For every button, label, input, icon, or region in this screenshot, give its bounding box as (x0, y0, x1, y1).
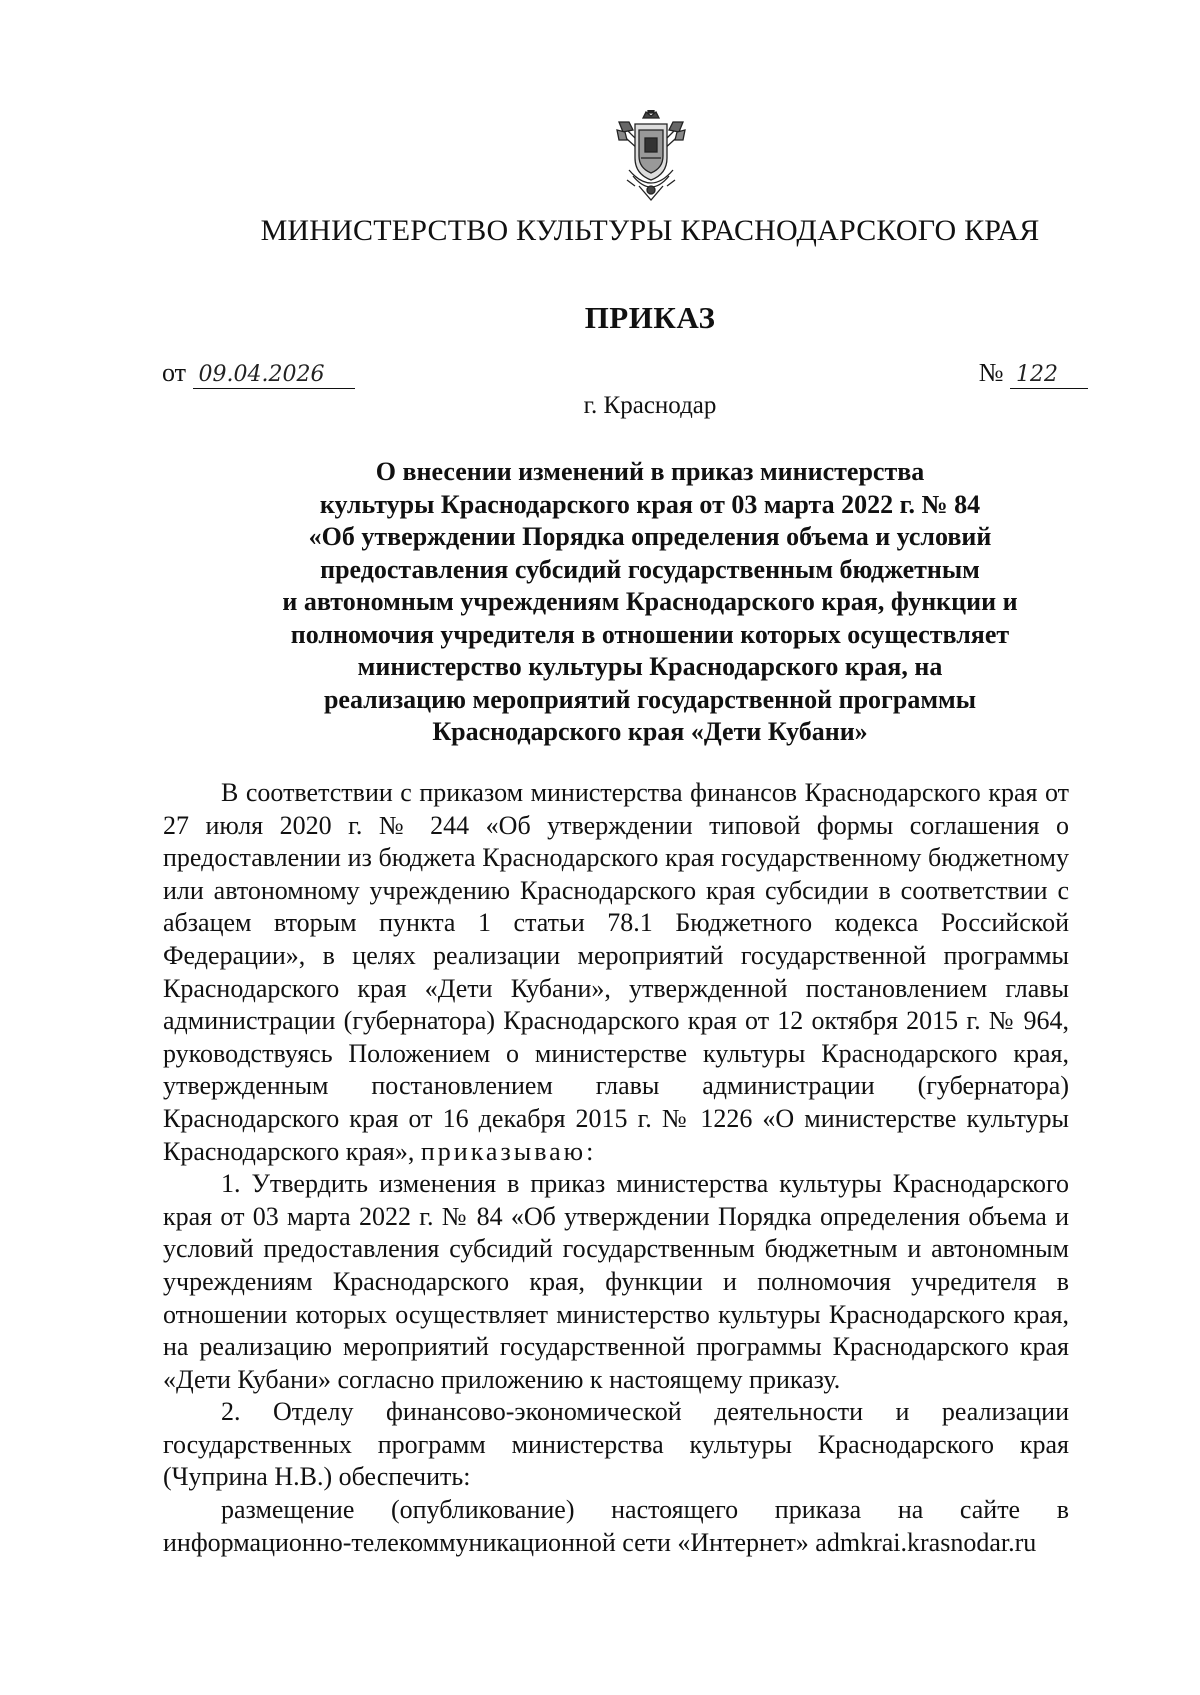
document-body (163, 777, 1069, 1559)
ministry-name: МИНИСТЕРСТВО КУЛЬТУРЫ КРАСНОДАРСКОГО КРАЯ (260, 214, 1040, 247)
coat-of-arms-icon (615, 110, 687, 202)
item-1-paragraph: 1. Утвердить изменения в приказ министерства культуры Краснодарского края от 03 марта 2022 г. № 84 «Об утверждении Порядка определения объема и условий предоставления субсидий государственным бюджетным и автономным учреждениям Краснодарского края, функции и полномочия учредителя в отношении которых осуществляет министерство культуры Краснодарского края, на реализацию мероприятий государственной программы Краснодарского края «Дети Кубани» согласно приложению к настоящему приказу. (163, 1169, 1069, 1394)
subject-line: министерство культуры Краснодарского края, на (357, 652, 943, 681)
document-subject (220, 456, 1080, 749)
date-handwritten: 09.04.2026 (193, 362, 355, 389)
number-handwritten: 122 (1010, 362, 1088, 389)
date-field (162, 358, 355, 389)
date-prefix: от (162, 358, 187, 387)
number-prefix: № (978, 358, 1004, 387)
subject-line: предоставления субсидий государственным бюджетным (320, 554, 980, 584)
subject-line: «Об утверждении Порядка определения объема и условий (308, 522, 992, 551)
subject-line: Краснодарского края «Дети Кубани» (432, 717, 868, 746)
preamble-text: В соответствии с приказом министерства финансов Краснодарского края от 27 июля 2020 г. № 244 «Об утверждении типовой формы соглашения о предоставлении из бюджета Краснодарского края государственному бюджетному или автономному учреждению Краснодарского края субсидии в соответствии с абзацем вторым пункта 1 статьи 78.1 Бюджетного кодекса Российской Федерации», в целях реализации мероприятий государственной программы Краснодарского края «Дети Кубани», утвержденной постановлением главы администрации (губернатора) Краснодарского края от 12 октября 2015 г. № 964, руководствуясь Положением о министерстве культуры Краснодарского края, утвержденным постановлением главы администрации (губернатора) Краснодарского края от 16 декабря 2015 г. № 1226 «О министерстве культуры Краснодарского края», (163, 778, 1069, 1166)
preamble-paragraph (163, 777, 1069, 1168)
subject-line: реализацию мероприятий государственной программы (323, 684, 977, 714)
subject-line: О внесении изменений в приказ министерства (375, 457, 925, 486)
item-2-paragraph: 2. Отделу финансово-экономической деятельности и реализации государственных программ министерства культуры Краснодарского края (Чуприна Н.В.) обеспечить: (163, 1397, 1069, 1492)
item-2-subparagraph: размещение (опубликование) настоящего приказа на сайте в информационно-телекоммуникационной сети «Интернет» admkrai.krasnodar.ru (163, 1495, 1069, 1557)
subject-line: полномочия учредителя в отношении которых осуществляет (290, 619, 1010, 649)
city: г. Краснодар (583, 392, 717, 419)
subject-line: культуры Краснодарского края от 03 марта 2022 г. № 84 (319, 489, 981, 519)
document-type-title: ПРИКАЗ (584, 300, 716, 335)
order-word: приказываю: (420, 1136, 597, 1166)
subject-line: и автономным учреждениям Краснодарского края, функции и (282, 587, 1018, 616)
number-field (979, 358, 1088, 389)
